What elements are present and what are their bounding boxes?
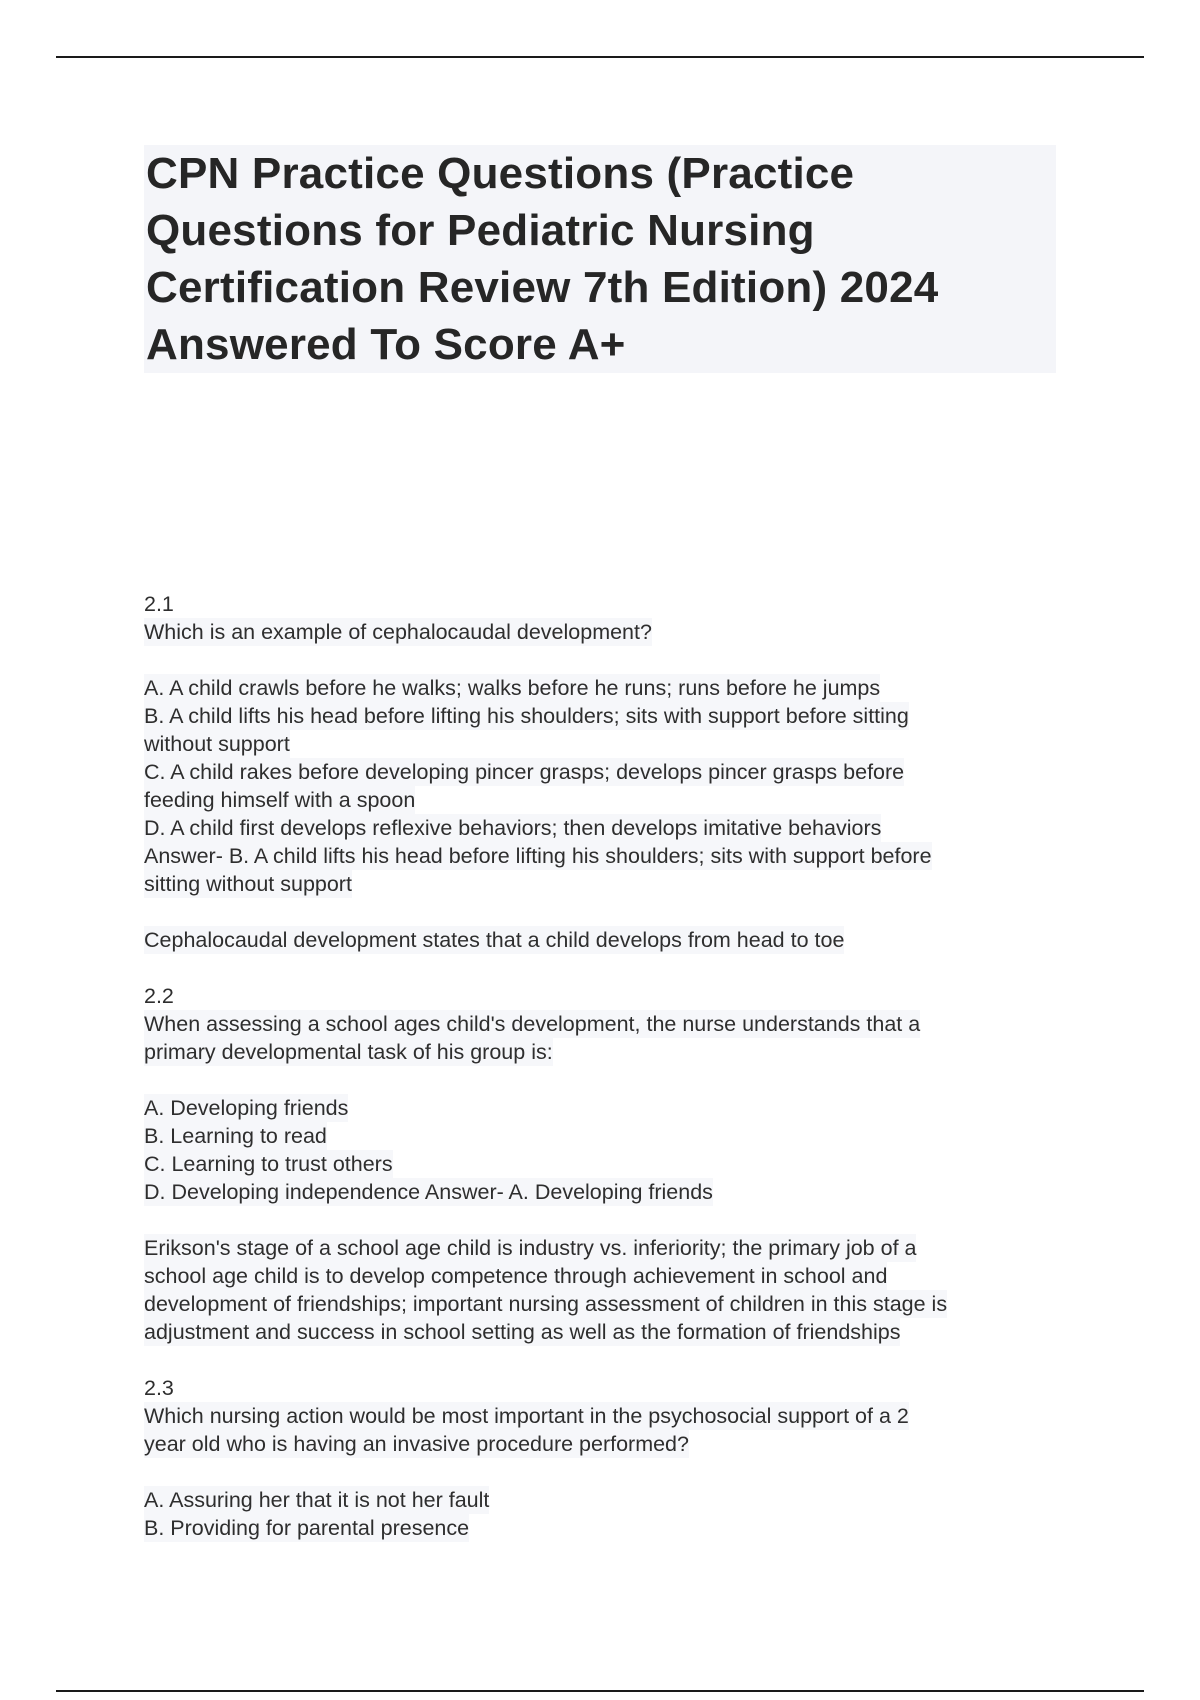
top-rule [56, 56, 1144, 58]
document-title-block [144, 145, 1056, 373]
option-line: C. A child rakes before developing pincer grasps; develops pincer grasps before [144, 760, 905, 784]
title-line: CPN Practice Questions (Practice [146, 149, 855, 198]
questions-content [144, 590, 1054, 1542]
rationale-line: development of friendships; important nursing assessment of children in this stage is [144, 1292, 948, 1316]
question-stem-line: Which nursing action would be most important in the psychosocial support of a 2 [144, 1404, 909, 1428]
question-number: 2.3 [144, 1376, 174, 1400]
answer-line: D. Developing independence Answer- A. Developing friends [144, 1180, 713, 1204]
question-stem-line: Which is an example of cephalocaudal development? [144, 620, 652, 644]
option-line: feeding himself with a spoon [144, 788, 416, 812]
title-line: Answered To Score A+ [146, 320, 626, 369]
question-2-2 [144, 982, 1054, 1346]
rationale-line: school age child is to develop competence through achievement in school and [144, 1264, 888, 1288]
option-line: B. Providing for parental presence [144, 1516, 470, 1540]
question-stem-line: year old who is having an invasive procedure performed? [144, 1432, 689, 1456]
bottom-rule [56, 1690, 1144, 1692]
document-title [146, 145, 1056, 373]
option-line: D. A child first develops reflexive behaviors; then develops imitative behaviors [144, 816, 882, 840]
answer-line: sitting without support [144, 872, 352, 896]
option-line: B. A child lifts his head before lifting his shoulders; sits with support before sitting [144, 704, 909, 728]
question-stem-line: primary developmental task of his group is: [144, 1040, 553, 1064]
question-2-1 [144, 590, 1054, 954]
answer-line: Answer- B. A child lifts his head before lifting his shoulders; sits with support before [144, 844, 932, 868]
option-line: A. A child crawls before he walks; walks before he runs; runs before he jumps [144, 676, 881, 700]
option-line: A. Developing friends [144, 1096, 349, 1120]
question-number: 2.2 [144, 984, 174, 1008]
question-2-3 [144, 1374, 1054, 1542]
option-line: C. Learning to trust others [144, 1152, 393, 1176]
option-line: A. Assuring her that it is not her fault [144, 1488, 490, 1512]
title-line: Certification Review 7th Edition) 2024 [146, 263, 939, 312]
question-stem-line: When assessing a school ages child's development, the nurse understands that a [144, 1012, 921, 1036]
rationale-line: Cephalocaudal development states that a child develops from head to toe [144, 928, 845, 952]
rationale-line: adjustment and success in school setting as well as the formation of friendships [144, 1320, 901, 1344]
option-line: without support [144, 732, 290, 756]
rationale-line: Erikson's stage of a school age child is industry vs. inferiority; the primary job of a [144, 1236, 917, 1260]
question-number: 2.1 [144, 592, 174, 616]
option-line: B. Learning to read [144, 1124, 327, 1148]
title-line: Questions for Pediatric Nursing [146, 206, 815, 255]
